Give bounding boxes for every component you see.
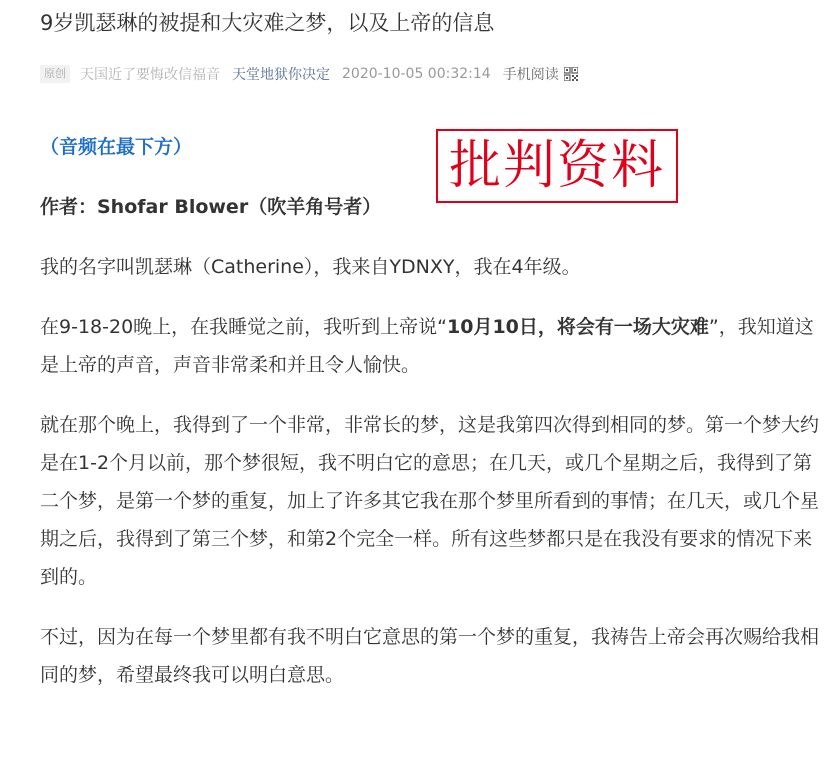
original-badge: 原创	[40, 65, 70, 83]
paragraph-god-message-bold: 10月10日，将会有一场大灾难	[447, 316, 709, 338]
article-title: 9岁凯瑟琳的被提和大灾难之梦，以及上帝的信息	[40, 11, 495, 35]
paragraph-intro: 我的名字叫凯瑟琳（Catherine），我来自YDNXY，我在4年级。	[40, 256, 581, 278]
qr-code-icon[interactable]	[564, 67, 578, 81]
article-content	[40, 128, 820, 716]
author-link[interactable]: 天堂地狱你决定	[232, 67, 330, 83]
paragraph-god-message	[40, 308, 820, 384]
critique-stamp: 批判资料	[436, 129, 678, 203]
account-name-link[interactable]: 天国近了要悔改信福音	[80, 67, 220, 83]
publish-datetime: 2020-10-05 00:32:14	[342, 66, 491, 82]
audio-note: （音频在最下方）	[40, 136, 193, 158]
article-meta	[40, 62, 578, 86]
author-line: 作者：Shofar Blower（吹羊角号者）	[40, 196, 382, 218]
paragraph-god-message-part-a: 在9-18-20晚上，在我睡觉之前，我听到上帝说“	[40, 316, 447, 338]
paragraph-prayer: 不过，因为在每一个梦里都有我不明白它意思的第一个梦的重复，我祷告上帝会再次赐给我相同的梦，希望最终我可以明白意思。	[40, 626, 820, 686]
mobile-read-link[interactable]: 手机阅读	[502, 67, 559, 83]
paragraph-dreams: 就在那个晚上，我得到了一个非常，非常长的梦，这是我第四次得到相同的梦。第一个梦大约是在1-2个月以前，那个梦很短，我不明白它的意思；在几天，或几个星期之后，我得到了第二个梦，是第一个梦的重复，加上了许多其它我在那个梦里所看到的事情；在几天，或几个星期之后，我得到了第三个梦，和第2个完全一样。所有这些梦都只是在我没有要求的情况下来到的。	[40, 414, 820, 588]
paragraph-god-message-part-b: ”，我知道这是上帝的声音，声音非常柔和并且令人愉快。	[40, 316, 814, 376]
